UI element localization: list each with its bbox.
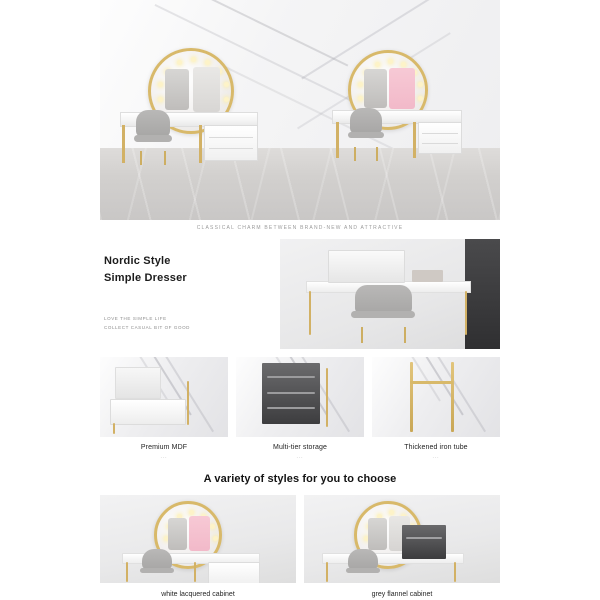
feature-card: [372, 357, 500, 459]
feature-card: [100, 357, 228, 459]
nordic-text-block: [100, 239, 280, 349]
feature-sub: ---: [296, 454, 304, 459]
feature-card: [236, 357, 364, 459]
mirror-reflection-left: [165, 69, 189, 111]
nordic-title-line2: Simple Dresser: [104, 272, 187, 284]
style-card: [304, 495, 500, 598]
style-card-list: [100, 495, 500, 598]
feature-card-list: [100, 357, 500, 459]
feature-caption: Thickened iron tube: [404, 444, 468, 451]
hero-caption: CLASSICAL CHARM BETWEEN BRAND-NEW AND ATTRACTIVE: [100, 220, 500, 239]
chair-center: [355, 285, 412, 331]
mirror-reflection-pink: [389, 68, 414, 109]
nordic-title-line1: Nordic Style: [104, 255, 171, 267]
cosmetics-group: [412, 270, 443, 282]
nordic-style-section: [100, 239, 500, 349]
chair-left: [136, 110, 170, 154]
hero-image: [100, 0, 500, 220]
nordic-sub-line1: LOVE THE SIMPLE LIFE: [104, 316, 167, 321]
style-chair-left: [142, 549, 172, 583]
style-caption: grey flannel cabinet: [371, 591, 433, 598]
style-chair-right: [348, 549, 378, 583]
nordic-photo: [280, 239, 500, 349]
feature-image-premium-mdf: [100, 357, 228, 437]
feature-image-multi-tier-storage: [236, 357, 364, 437]
mirror-reflection-right: [193, 67, 220, 112]
style-image-white-lacquered: [100, 495, 296, 583]
styles-heading: A variety of styles for you to choose: [203, 473, 397, 485]
style-card: [100, 495, 296, 598]
style-image-grey-flannel: [304, 495, 500, 583]
style-caption: white lacquered cabinet: [161, 591, 235, 598]
dark-wall-panel: [465, 239, 500, 349]
gold-leg-right: [465, 291, 467, 335]
feature-sub: ---: [160, 454, 168, 459]
feature-image-thickened-iron-tube: [372, 357, 500, 437]
chair-right: [350, 108, 382, 150]
mirror-small: [328, 250, 405, 283]
dresser-drawers-left: [204, 125, 258, 161]
feature-sub: ---: [432, 454, 440, 459]
dresser-drawers-right: [418, 122, 462, 154]
feature-caption: Multi-tier storage: [273, 444, 327, 451]
styles-section: [100, 459, 500, 598]
mirror-reflection-grey: [364, 69, 386, 107]
feature-caption: Premium MDF: [140, 444, 188, 451]
gold-leg-left: [309, 291, 311, 335]
nordic-sub-line2: COLLECT CASUAL BIT OF GOOD: [104, 325, 191, 330]
features-section: [100, 349, 500, 459]
